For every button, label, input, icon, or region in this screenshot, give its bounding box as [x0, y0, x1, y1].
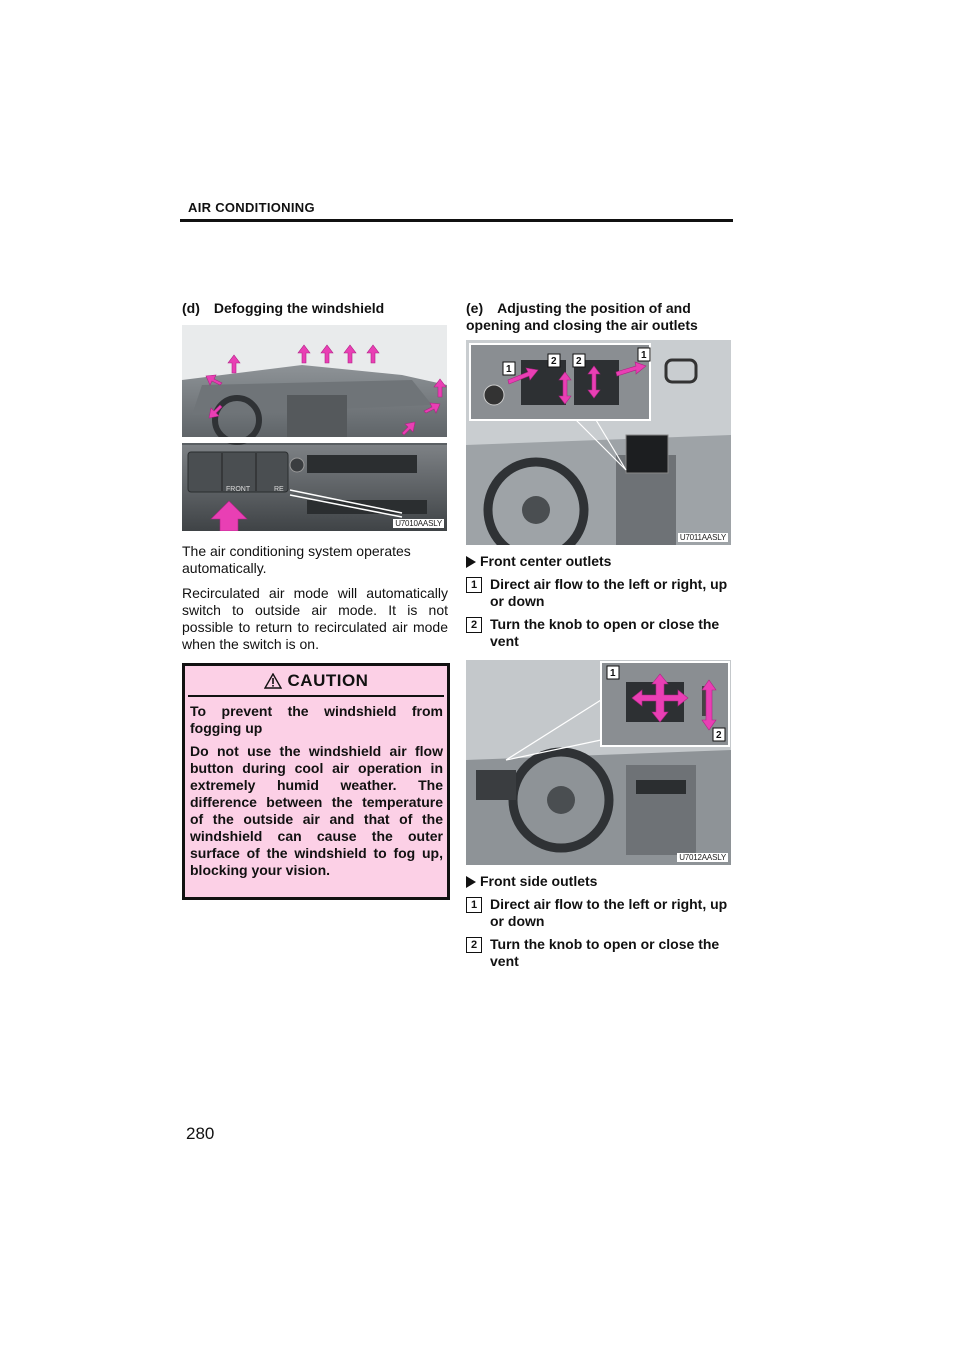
item-text: Turn the knob to open or close the vent	[490, 936, 720, 969]
bullet-triangle-icon	[466, 556, 476, 568]
center-outlets-figure	[466, 340, 731, 545]
list-item	[466, 616, 731, 650]
item-number: 2	[466, 937, 482, 953]
caution-box	[182, 663, 450, 900]
callout-2-left: 2	[551, 356, 557, 367]
rear-button-label: RE	[274, 486, 284, 493]
center-outlets-title-text: Front center outlets	[480, 553, 612, 569]
figure-code: U7012AASLY	[679, 853, 726, 862]
center-outlets-illustration	[466, 340, 731, 545]
list-item	[466, 576, 731, 610]
outlets-heading: (e) Adjusting the position of and opening and closing the air outlets	[466, 300, 698, 333]
item-text: Turn the knob to open or close the vent	[490, 616, 720, 649]
item-text: Direct air flow to the left or right, up or down	[490, 896, 728, 929]
left-column	[182, 300, 448, 900]
figure-code: U7011AASLY	[679, 533, 726, 542]
right-column	[466, 300, 731, 970]
callout-2: 2	[716, 730, 722, 741]
header-rule	[180, 219, 733, 222]
list-item	[466, 896, 731, 930]
paragraph-recirc: Recirculated air mode will automatically switch to outside air mode. It is not possible to return to recirculated air mode when the switch is on.	[182, 585, 448, 652]
page-number: 280	[186, 1124, 215, 1143]
dashboard-illustration	[182, 325, 447, 531]
section-title: AIR CONDITIONING	[188, 200, 315, 215]
caution-heading: To prevent the windshield from fogging up	[190, 703, 443, 736]
callout-1-right: 1	[641, 350, 647, 361]
item-number: 2	[466, 617, 482, 633]
figure-code: U7010AASLY	[395, 519, 442, 528]
caution-body	[185, 703, 447, 897]
defog-heading: (d) Defogging the windshield	[182, 300, 385, 316]
side-outlets-figure	[466, 660, 731, 865]
caution-header	[185, 666, 447, 693]
callout-1-left: 1	[506, 364, 512, 375]
list-item	[466, 936, 731, 970]
item-number: 1	[466, 897, 482, 913]
center-outlets-title	[466, 553, 731, 570]
warning-triangle-icon	[264, 673, 282, 689]
side-outlets-title-text: Front side outlets	[480, 873, 598, 889]
item-number: 1	[466, 577, 482, 593]
paragraph-auto: The air conditioning system operates automatically.	[182, 543, 411, 576]
callout-1: 1	[610, 668, 616, 679]
item-text: Direct air flow to the left or right, up or down	[490, 576, 728, 609]
callout-2-right: 2	[576, 356, 582, 367]
front-button-label: FRONT	[226, 486, 251, 493]
side-outlets-illustration	[466, 660, 731, 865]
bullet-triangle-icon	[466, 876, 476, 888]
caution-text: Do not use the windshield air flow button during cool air operation in extremely humid weather. The difference between the temperature of the outside air and that of the windshield can cause the outer surface of the windshield to fog up, blocking your vision.	[190, 743, 443, 878]
defog-figure	[182, 325, 447, 531]
caution-title: CAUTION	[287, 671, 369, 690]
side-outlets-title	[466, 873, 731, 890]
caution-divider	[188, 695, 444, 697]
